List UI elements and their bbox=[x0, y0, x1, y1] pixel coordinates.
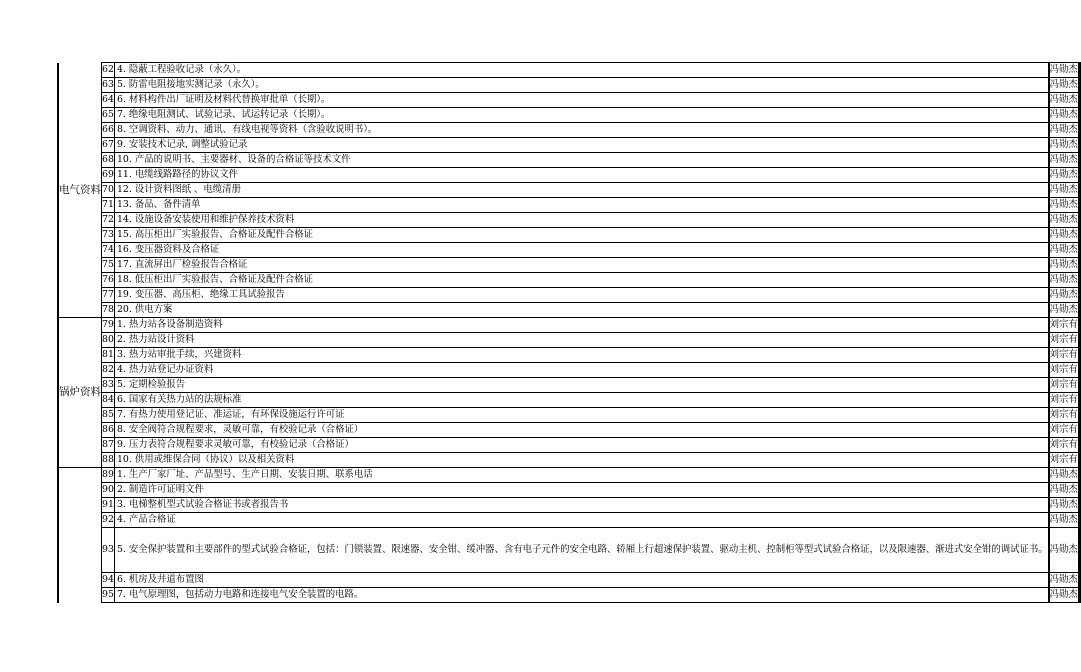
table-row bbox=[58, 498, 1081, 513]
table-row bbox=[58, 183, 1081, 198]
table-row bbox=[58, 573, 1081, 588]
item-description: 3. 电梯整机型式试验合格证书或者报告书 bbox=[114, 498, 1048, 513]
responsible-person: 冯勋杰 bbox=[1049, 78, 1078, 93]
blank-cell bbox=[1079, 303, 1080, 318]
item-description: 5. 安全保护装置和主要部件的型式试验合格证，包括：门锁装置、限速器、安全钳、缓冲器、含有电子元件的安全电路、轿厢上行超速保护装置、驱动主机、控制柜等型式试验合格证，以及限速器、渐进式安全钳的调试证书。 bbox=[114, 528, 1048, 573]
row-number: 62 bbox=[102, 63, 115, 78]
table-row bbox=[58, 78, 1081, 93]
responsible-person: 冯勋杰 bbox=[1049, 573, 1078, 588]
table-row bbox=[58, 303, 1081, 318]
blank-cell bbox=[1079, 438, 1080, 453]
table-row bbox=[58, 528, 1081, 573]
row-number: 75 bbox=[102, 258, 115, 273]
group-label bbox=[59, 468, 102, 603]
category-cell bbox=[58, 108, 59, 123]
item-description: 8. 空调资料、动力、通讯、有线电视等资料（含验收说明书）。 bbox=[114, 123, 1048, 138]
blank-cell bbox=[1079, 453, 1080, 468]
row-number: 65 bbox=[102, 108, 115, 123]
item-description: 6. 国家有关热力站的法规标准 bbox=[114, 393, 1048, 408]
responsible-person: 冯勋杰 bbox=[1049, 183, 1078, 198]
item-description: 11. 电缆线路路径的协议文件 bbox=[114, 168, 1048, 183]
row-number: 74 bbox=[102, 243, 115, 258]
item-description: 6. 机房及井道布置图 bbox=[114, 573, 1048, 588]
table-row bbox=[58, 333, 1081, 348]
blank-cell bbox=[1079, 528, 1080, 573]
table-row bbox=[58, 138, 1081, 153]
blank-cell bbox=[1079, 483, 1080, 498]
item-description: 4. 热力站登记办证资料 bbox=[114, 363, 1048, 378]
responsible-person: 冯勋杰 bbox=[1049, 243, 1078, 258]
table-row bbox=[58, 258, 1081, 273]
blank-cell bbox=[1079, 333, 1080, 348]
item-description: 17. 直流屏出厂检验报告合格证 bbox=[114, 258, 1048, 273]
item-description: 8. 安全阀符合规程要求，灵敏可靠，有校验记录（合格证） bbox=[114, 423, 1048, 438]
table-row bbox=[58, 363, 1081, 378]
item-description: 7. 绝缘电阻测试、试验记录、试运转记录（长期）。 bbox=[114, 108, 1048, 123]
row-number: 77 bbox=[102, 288, 115, 303]
blank-cell bbox=[1079, 393, 1080, 408]
responsible-person: 冯勋杰 bbox=[1049, 528, 1078, 573]
item-description: 6. 材料构件出厂证明及材料代替换审批单（长期）。 bbox=[114, 93, 1048, 108]
blank-cell bbox=[1079, 423, 1080, 438]
blank-cell bbox=[1079, 243, 1080, 258]
group-label: 锅炉资料 bbox=[59, 318, 102, 468]
row-number: 91 bbox=[102, 498, 115, 513]
blank-cell bbox=[1079, 228, 1080, 243]
item-description: 1. 生产厂家厂址、产品型号、生产日期、安装日期、联系电话 bbox=[114, 468, 1048, 483]
row-number: 90 bbox=[102, 483, 115, 498]
responsible-person: 冯勋杰 bbox=[1049, 168, 1078, 183]
blank-cell bbox=[1079, 183, 1080, 198]
responsible-person: 刘宗有 bbox=[1049, 333, 1078, 348]
item-description: 2. 制造许可证明文件 bbox=[114, 483, 1048, 498]
table-row bbox=[58, 168, 1081, 183]
blank-cell bbox=[1079, 78, 1080, 93]
item-description: 7. 有热力使用登记证、准运证，有环保设施运行许可证 bbox=[114, 408, 1048, 423]
blank-cell bbox=[1079, 318, 1080, 333]
table-row bbox=[58, 63, 1081, 78]
category-cell bbox=[58, 363, 59, 378]
category-cell bbox=[58, 453, 59, 468]
category-cell bbox=[58, 153, 59, 168]
blank-cell bbox=[1079, 273, 1080, 288]
category-cell bbox=[58, 228, 59, 243]
table-row bbox=[58, 393, 1081, 408]
category-cell bbox=[58, 258, 59, 273]
item-description: 19. 变压器、高压柜、绝缘工具试验报告 bbox=[114, 288, 1048, 303]
row-number: 87 bbox=[102, 438, 115, 453]
category-cell bbox=[58, 483, 59, 498]
row-number: 73 bbox=[102, 228, 115, 243]
responsible-person: 刘宗有 bbox=[1049, 348, 1078, 363]
row-number: 89 bbox=[102, 468, 115, 483]
category-cell bbox=[58, 78, 59, 93]
category-cell bbox=[58, 513, 59, 528]
item-description: 4. 产品合格证 bbox=[114, 513, 1048, 528]
row-number: 85 bbox=[102, 408, 115, 423]
item-description: 7. 电气原理图，包括动力电路和连接电气安全装置的电路。 bbox=[114, 588, 1048, 603]
table-row bbox=[58, 468, 1081, 483]
table-row bbox=[58, 213, 1081, 228]
item-description: 12. 设计资料图纸 、电缆清册 bbox=[114, 183, 1048, 198]
responsible-person: 冯勋杰 bbox=[1049, 498, 1078, 513]
table-row bbox=[58, 438, 1081, 453]
row-number: 81 bbox=[102, 348, 115, 363]
responsible-person: 冯勋杰 bbox=[1049, 198, 1078, 213]
row-number: 93 bbox=[102, 528, 115, 573]
item-description: 5. 定期检验报告 bbox=[114, 378, 1048, 393]
category-cell bbox=[58, 288, 59, 303]
responsible-person: 冯勋杰 bbox=[1049, 228, 1078, 243]
table-row bbox=[58, 243, 1081, 258]
responsible-person: 刘宗有 bbox=[1049, 378, 1078, 393]
responsible-person: 冯勋杰 bbox=[1049, 213, 1078, 228]
responsible-person: 冯勋杰 bbox=[1049, 288, 1078, 303]
category-cell bbox=[58, 273, 59, 288]
blank-cell bbox=[1079, 348, 1080, 363]
item-description: 20. 供电方案 bbox=[114, 303, 1048, 318]
row-number: 84 bbox=[102, 393, 115, 408]
blank-cell bbox=[1079, 138, 1080, 153]
item-description: 2. 热力站设计资料 bbox=[114, 333, 1048, 348]
responsible-person: 刘宗有 bbox=[1049, 423, 1078, 438]
responsible-person: 冯勋杰 bbox=[1049, 588, 1078, 603]
item-description: 5. 防雷电阻接地实测记录（永久）。 bbox=[114, 78, 1048, 93]
table-row bbox=[58, 483, 1081, 498]
table-row bbox=[58, 198, 1081, 213]
category-cell bbox=[58, 408, 59, 423]
row-number: 86 bbox=[102, 423, 115, 438]
category-cell bbox=[58, 198, 59, 213]
responsible-person: 冯勋杰 bbox=[1049, 303, 1078, 318]
row-number: 92 bbox=[102, 513, 115, 528]
category-cell bbox=[58, 423, 59, 438]
row-number: 63 bbox=[102, 78, 115, 93]
blank-cell bbox=[1079, 93, 1080, 108]
responsible-person: 冯勋杰 bbox=[1049, 273, 1078, 288]
table-row bbox=[58, 318, 1081, 333]
blank-cell bbox=[1079, 588, 1080, 603]
item-description: 10. 产品的说明书、主要器材、设备的合格证等技术文件 bbox=[114, 153, 1048, 168]
document-table bbox=[57, 62, 1081, 603]
responsible-person: 刘宗有 bbox=[1049, 408, 1078, 423]
blank-cell bbox=[1079, 408, 1080, 423]
item-description: 9. 安装技术记录, 调整试验记录 bbox=[114, 138, 1048, 153]
responsible-person: 冯勋杰 bbox=[1049, 63, 1078, 78]
table-row bbox=[58, 378, 1081, 393]
blank-cell bbox=[1079, 573, 1080, 588]
item-description: 14. 设施设备安装使用和维护保养技术资料 bbox=[114, 213, 1048, 228]
responsible-person: 刘宗有 bbox=[1049, 363, 1078, 378]
responsible-person: 冯勋杰 bbox=[1049, 123, 1078, 138]
item-description: 3. 热力站审批手续，兴建资料 bbox=[114, 348, 1048, 363]
table-row bbox=[58, 408, 1081, 423]
blank-cell bbox=[1079, 168, 1080, 183]
category-cell bbox=[58, 438, 59, 453]
responsible-person: 刘宗有 bbox=[1049, 318, 1078, 333]
category-cell bbox=[58, 498, 59, 513]
responsible-person: 冯勋杰 bbox=[1049, 108, 1078, 123]
blank-cell bbox=[1079, 198, 1080, 213]
category-cell bbox=[58, 333, 59, 348]
row-number: 71 bbox=[102, 198, 115, 213]
row-number: 78 bbox=[102, 303, 115, 318]
responsible-person: 冯勋杰 bbox=[1049, 468, 1078, 483]
table-row bbox=[58, 108, 1081, 123]
responsible-person: 冯勋杰 bbox=[1049, 153, 1078, 168]
blank-cell bbox=[1079, 63, 1080, 78]
category-cell bbox=[58, 348, 59, 363]
responsible-person: 冯勋杰 bbox=[1049, 258, 1078, 273]
table-body bbox=[58, 63, 1081, 603]
row-number: 79 bbox=[102, 318, 115, 333]
blank-cell bbox=[1079, 513, 1080, 528]
responsible-person: 刘宗有 bbox=[1049, 393, 1078, 408]
responsible-person: 冯勋杰 bbox=[1049, 483, 1078, 498]
blank-cell bbox=[1079, 363, 1080, 378]
item-description: 4. 隐蔽工程验收记录（永久）。 bbox=[114, 63, 1048, 78]
responsible-person: 冯勋杰 bbox=[1049, 138, 1078, 153]
blank-cell bbox=[1079, 288, 1080, 303]
table-row bbox=[58, 513, 1081, 528]
row-number: 66 bbox=[102, 123, 115, 138]
blank-cell bbox=[1079, 213, 1080, 228]
table-row bbox=[58, 348, 1081, 363]
responsible-person: 刘宗有 bbox=[1049, 453, 1078, 468]
table-row bbox=[58, 288, 1081, 303]
table-row bbox=[58, 588, 1081, 603]
row-number: 70 bbox=[102, 183, 115, 198]
category-cell bbox=[58, 213, 59, 228]
table-row bbox=[58, 228, 1081, 243]
responsible-person: 冯勋杰 bbox=[1049, 513, 1078, 528]
responsible-person: 冯勋杰 bbox=[1049, 93, 1078, 108]
category-cell bbox=[58, 93, 59, 108]
table-row bbox=[58, 423, 1081, 438]
table-row bbox=[58, 93, 1081, 108]
blank-cell bbox=[1079, 108, 1080, 123]
group-label: 电气资料 bbox=[59, 63, 102, 318]
item-description: 18. 低压柜出厂实验报告、合格证及配件合格证 bbox=[114, 273, 1048, 288]
table-row bbox=[58, 273, 1081, 288]
blank-cell bbox=[1079, 498, 1080, 513]
row-number: 95 bbox=[102, 588, 115, 603]
category-cell bbox=[58, 303, 59, 318]
category-cell bbox=[58, 138, 59, 153]
item-description: 1. 热力站各设备制造资料 bbox=[114, 318, 1048, 333]
blank-cell bbox=[1079, 153, 1080, 168]
category-cell bbox=[58, 573, 59, 588]
row-number: 82 bbox=[102, 363, 115, 378]
item-description: 15. 高压柜出厂实验报告、合格证及配件合格证 bbox=[114, 228, 1048, 243]
row-number: 68 bbox=[102, 153, 115, 168]
blank-cell bbox=[1079, 123, 1080, 138]
row-number: 64 bbox=[102, 93, 115, 108]
category-cell bbox=[58, 588, 59, 603]
table-row bbox=[58, 453, 1081, 468]
row-number: 69 bbox=[102, 168, 115, 183]
row-number: 76 bbox=[102, 273, 115, 288]
category-cell bbox=[58, 528, 59, 573]
table-row bbox=[58, 123, 1081, 138]
blank-cell bbox=[1079, 378, 1080, 393]
category-cell bbox=[58, 168, 59, 183]
item-description: 9. 压力表符合规程要求灵敏可靠，有校验记录（合格证） bbox=[114, 438, 1048, 453]
row-number: 80 bbox=[102, 333, 115, 348]
row-number: 67 bbox=[102, 138, 115, 153]
category-cell bbox=[58, 123, 59, 138]
item-description: 10. 供用或维保合同（协议）以及相关资料 bbox=[114, 453, 1048, 468]
row-number: 72 bbox=[102, 213, 115, 228]
row-number: 94 bbox=[102, 573, 115, 588]
blank-cell bbox=[1079, 258, 1080, 273]
category-cell bbox=[58, 243, 59, 258]
responsible-person: 刘宗有 bbox=[1049, 438, 1078, 453]
blank-cell bbox=[1079, 468, 1080, 483]
row-number: 88 bbox=[102, 453, 115, 468]
row-number: 83 bbox=[102, 378, 115, 393]
item-description: 13. 备品、备件清单 bbox=[114, 198, 1048, 213]
item-description: 16. 变压器资料及合格证 bbox=[114, 243, 1048, 258]
table-row bbox=[58, 153, 1081, 168]
